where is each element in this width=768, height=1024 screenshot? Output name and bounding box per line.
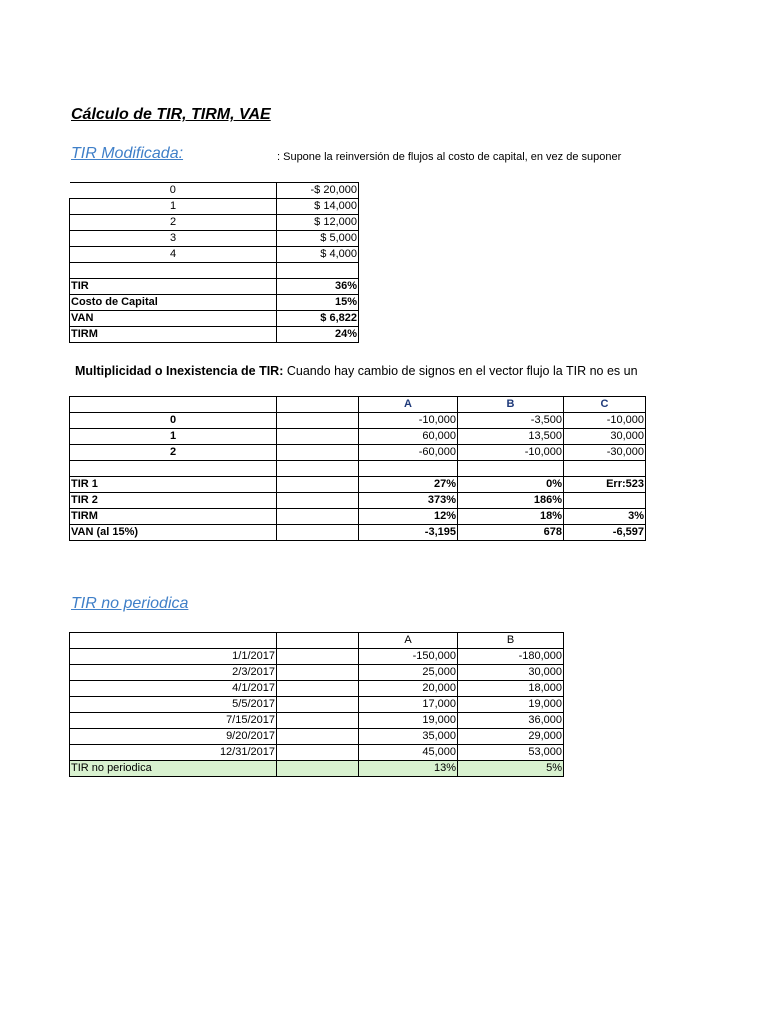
empty-cell[interactable] (277, 729, 359, 745)
result-label[interactable]: TIR no periodica (70, 761, 277, 777)
value-cell[interactable]: -150,000 (359, 649, 458, 665)
table-row (70, 729, 564, 745)
result-label[interactable]: VAN (al 15%) (70, 525, 277, 541)
empty-cell[interactable] (359, 461, 458, 477)
period-cell[interactable]: 2 (70, 445, 277, 461)
table-row (70, 493, 646, 509)
value-cell[interactable]: 17,000 (359, 697, 458, 713)
xirr-table (69, 632, 564, 777)
empty-cell[interactable] (564, 461, 646, 477)
empty-cell[interactable] (70, 633, 277, 649)
empty-cell[interactable] (277, 445, 359, 461)
empty-cell[interactable] (277, 509, 359, 525)
empty-cell[interactable] (277, 761, 359, 777)
empty-cell[interactable] (277, 413, 359, 429)
table-row (70, 215, 359, 231)
result-value[interactable]: 36% (277, 279, 359, 295)
empty-cell[interactable] (277, 397, 359, 413)
tir-no-periodica-heading: TIR no periodica (71, 595, 189, 612)
value-cell[interactable]: -10,000 (564, 413, 646, 429)
result-value[interactable]: Err:523 (564, 477, 646, 493)
empty-cell[interactable] (277, 745, 359, 761)
table-row (70, 525, 646, 541)
result-value[interactable]: 24% (277, 327, 359, 343)
value-cell[interactable]: -10,000 (458, 445, 564, 461)
result-value[interactable]: 18% (458, 509, 564, 525)
table-row (70, 461, 646, 477)
column-header-a[interactable]: A (359, 633, 458, 649)
table-header-row (70, 397, 646, 413)
result-label[interactable]: TIR 1 (70, 477, 277, 493)
result-value[interactable]: 3% (564, 509, 646, 525)
result-value[interactable]: -3,195 (359, 525, 458, 541)
multiplicity-table (69, 396, 646, 541)
result-value[interactable]: 186% (458, 493, 564, 509)
table-row (70, 477, 646, 493)
multiplicidad-bold: Multiplicidad o Inexistencia de TIR: (75, 364, 284, 378)
empty-cell[interactable] (277, 429, 359, 445)
value-cell[interactable]: -10,000 (359, 413, 458, 429)
amount-cell[interactable]: $ 14,000 (277, 199, 359, 215)
value-cell[interactable]: -180,000 (458, 649, 564, 665)
tir-modificada-note: : Supone la reinversión de flujos al costo de capital, en vez de suponer (277, 151, 622, 163)
result-label[interactable]: TIRM (70, 327, 277, 343)
table-header-row (70, 633, 564, 649)
date-cell[interactable]: 12/31/2017 (70, 745, 277, 761)
empty-cell[interactable] (277, 263, 359, 279)
table-row (70, 311, 359, 327)
value-cell[interactable]: 20,000 (359, 681, 458, 697)
empty-cell[interactable] (70, 397, 277, 413)
value-cell[interactable]: 53,000 (458, 745, 564, 761)
value-cell[interactable]: 60,000 (359, 429, 458, 445)
period-cell[interactable]: 4 (70, 247, 277, 263)
result-value[interactable]: $ 6,822 (277, 311, 359, 327)
table-row (70, 413, 646, 429)
date-cell[interactable]: 4/1/2017 (70, 681, 277, 697)
date-cell[interactable]: 5/5/2017 (70, 697, 277, 713)
column-header-c[interactable]: C (564, 397, 646, 413)
period-cell[interactable]: 1 (70, 429, 277, 445)
table-row (70, 247, 359, 263)
empty-cell[interactable] (458, 461, 564, 477)
table-row (70, 263, 359, 279)
period-cell[interactable]: 2 (70, 215, 277, 231)
result-value[interactable]: 12% (359, 509, 458, 525)
result-row (70, 761, 564, 777)
empty-cell[interactable] (277, 681, 359, 697)
table-row (70, 183, 359, 199)
column-header-a[interactable]: A (359, 397, 458, 413)
result-label[interactable]: TIRM (70, 509, 277, 525)
date-cell[interactable]: 1/1/2017 (70, 649, 277, 665)
value-cell[interactable]: -3,500 (458, 413, 564, 429)
value-cell[interactable]: 25,000 (359, 665, 458, 681)
date-cell[interactable]: 2/3/2017 (70, 665, 277, 681)
empty-cell[interactable] (277, 713, 359, 729)
period-cell[interactable]: 0 (70, 413, 277, 429)
amount-cell[interactable]: $ 5,000 (277, 231, 359, 247)
empty-cell[interactable] (70, 461, 277, 477)
period-cell[interactable]: 3 (70, 231, 277, 247)
table-row (70, 295, 359, 311)
result-label[interactable]: TIR (70, 279, 277, 295)
value-cell[interactable]: 29,000 (458, 729, 564, 745)
value-cell[interactable]: 19,000 (458, 697, 564, 713)
empty-cell[interactable] (277, 477, 359, 493)
table-row (70, 697, 564, 713)
table-row (70, 681, 564, 697)
tir-modificada-heading: TIR Modificada: (71, 145, 184, 162)
multiplicidad-note (75, 364, 638, 378)
value-cell[interactable]: 36,000 (458, 713, 564, 729)
value-cell[interactable]: 19,000 (359, 713, 458, 729)
result-label[interactable]: TIR 2 (70, 493, 277, 509)
result-value[interactable] (564, 493, 646, 509)
table-row (70, 279, 359, 295)
table-row (70, 199, 359, 215)
period-cell[interactable]: 0 (70, 183, 277, 199)
table-row (70, 231, 359, 247)
result-value[interactable]: 0% (458, 477, 564, 493)
multiplicidad-text: Cuando hay cambio de signos en el vector flujo la TIR no es un (283, 364, 638, 378)
table-row (70, 429, 646, 445)
result-label[interactable]: VAN (70, 311, 277, 327)
empty-cell[interactable] (70, 263, 277, 279)
table-row (70, 745, 564, 761)
date-cell[interactable]: 7/15/2017 (70, 713, 277, 729)
result-value[interactable]: 5% (458, 761, 564, 777)
page-title: Cálculo de TIR, TIRM, VAE (71, 106, 271, 123)
empty-cell[interactable] (277, 665, 359, 681)
empty-cell[interactable] (277, 697, 359, 713)
value-cell[interactable]: -30,000 (564, 445, 646, 461)
column-header-b[interactable]: B (458, 397, 564, 413)
flows-table (69, 182, 359, 343)
table-row (70, 665, 564, 681)
table-row (70, 509, 646, 525)
result-value[interactable]: 27% (359, 477, 458, 493)
table-row (70, 649, 564, 665)
result-label[interactable]: Costo de Capital (70, 295, 277, 311)
table-row (70, 713, 564, 729)
column-header-b[interactable]: B (458, 633, 564, 649)
result-value[interactable]: 13% (359, 761, 458, 777)
result-value[interactable]: 373% (359, 493, 458, 509)
value-cell[interactable]: 30,000 (458, 665, 564, 681)
empty-cell[interactable] (277, 633, 359, 649)
empty-cell[interactable] (277, 649, 359, 665)
empty-cell[interactable] (277, 493, 359, 509)
value-cell[interactable]: -60,000 (359, 445, 458, 461)
result-value[interactable]: -6,597 (564, 525, 646, 541)
table-row (70, 445, 646, 461)
value-cell[interactable]: 45,000 (359, 745, 458, 761)
amount-cell[interactable]: -$ 20,000 (277, 183, 359, 199)
value-cell[interactable]: 35,000 (359, 729, 458, 745)
empty-cell[interactable] (277, 525, 359, 541)
value-cell[interactable]: 30,000 (564, 429, 646, 445)
result-value[interactable]: 678 (458, 525, 564, 541)
table-row (70, 327, 359, 343)
result-value[interactable]: 15% (277, 295, 359, 311)
amount-cell[interactable]: $ 4,000 (277, 247, 359, 263)
empty-cell[interactable] (277, 461, 359, 477)
amount-cell[interactable]: $ 12,000 (277, 215, 359, 231)
value-cell[interactable]: 18,000 (458, 681, 564, 697)
period-cell[interactable]: 1 (70, 199, 277, 215)
date-cell[interactable]: 9/20/2017 (70, 729, 277, 745)
value-cell[interactable]: 13,500 (458, 429, 564, 445)
